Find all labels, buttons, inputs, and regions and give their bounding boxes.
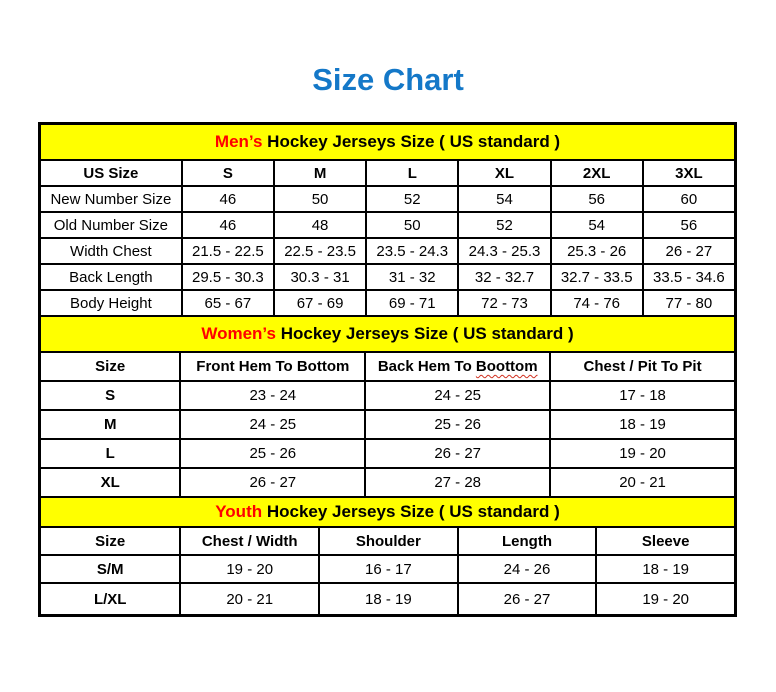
size-value-cell: 25 - 26: [365, 410, 550, 439]
size-value-cell: 25 - 26: [180, 439, 365, 468]
size-value-cell: 24 - 26: [458, 555, 597, 583]
table-row: [40, 439, 735, 468]
size-value-cell: 54: [551, 212, 643, 238]
size-value-cell: 20 - 21: [180, 583, 319, 615]
size-value-cell: 50: [366, 212, 458, 238]
table-row: [40, 212, 735, 238]
row-label: Width Chest: [40, 238, 182, 264]
size-value-cell: 21.5 - 22.5: [182, 238, 274, 264]
size-value-cell: 74 - 76: [551, 290, 643, 316]
section-title-rest: Hockey Jerseys Size ( US standard ): [262, 502, 560, 521]
table-row: [40, 381, 735, 410]
column-header: L: [366, 160, 458, 186]
size-value-cell: 60: [643, 186, 735, 212]
size-value-cell: 24.3 - 25.3: [458, 238, 550, 264]
column-header: US Size: [40, 160, 182, 186]
row-label: Old Number Size: [40, 212, 182, 238]
size-value-cell: 17 - 18: [550, 381, 735, 410]
section-title-highlight: Women’s: [201, 324, 276, 343]
row-label: S/M: [40, 555, 180, 583]
size-value-cell: 50: [274, 186, 366, 212]
size-value-cell: 18 - 19: [596, 555, 735, 583]
section-title: [40, 124, 735, 160]
size-value-cell: 26 - 27: [180, 468, 365, 497]
section-title-rest: Hockey Jerseys Size ( US standard ): [275, 324, 574, 343]
size-value-cell: 24 - 25: [365, 381, 550, 410]
column-header: M: [274, 160, 366, 186]
size-value-cell: 72 - 73: [458, 290, 550, 316]
size-value-cell: 33.5 - 34.6: [643, 264, 735, 290]
size-value-cell: 77 - 80: [643, 290, 735, 316]
row-label: Body Height: [40, 290, 182, 316]
mens-size-table: [39, 123, 736, 317]
size-value-cell: 32.7 - 33.5: [551, 264, 643, 290]
size-value-cell: 67 - 69: [274, 290, 366, 316]
table-row: [40, 290, 735, 316]
size-value-cell: 19 - 20: [180, 555, 319, 583]
column-header: Length: [458, 527, 597, 555]
size-value-cell: 65 - 67: [182, 290, 274, 316]
column-header: 2XL: [551, 160, 643, 186]
column-header: Back Hem To Boottom: [365, 352, 550, 381]
size-value-cell: 52: [458, 212, 550, 238]
row-label: L: [40, 439, 180, 468]
size-value-cell: 18 - 19: [550, 410, 735, 439]
table-row: [40, 186, 735, 212]
size-value-cell: 23 - 24: [180, 381, 365, 410]
size-value-cell: 48: [274, 212, 366, 238]
table-row: [40, 583, 735, 615]
youth-size-table: [39, 496, 736, 616]
womens-size-table: [39, 315, 736, 498]
row-label: Back Length: [40, 264, 182, 290]
table-row: [40, 410, 735, 439]
size-value-cell: 19 - 20: [550, 439, 735, 468]
page-title: Size Chart: [312, 62, 464, 97]
column-header: Size: [40, 527, 180, 555]
column-header: Chest / Pit To Pit: [550, 352, 735, 381]
size-value-cell: 56: [643, 212, 735, 238]
table-row: [40, 264, 735, 290]
section-title-highlight: Men’s: [214, 132, 263, 151]
column-header: Shoulder: [319, 527, 458, 555]
section-title-highlight: Youth: [215, 502, 263, 521]
size-value-cell: 25.3 - 26: [551, 238, 643, 264]
size-value-cell: 18 - 19: [319, 583, 458, 615]
size-value-cell: 20 - 21: [550, 468, 735, 497]
column-header: Front Hem To Bottom: [180, 352, 365, 381]
row-label: L/XL: [40, 583, 180, 615]
size-value-cell: 16 - 17: [319, 555, 458, 583]
misspelled-word: Boottom: [475, 358, 538, 375]
size-value-cell: 22.5 - 23.5: [274, 238, 366, 264]
size-value-cell: 32 - 32.7: [458, 264, 550, 290]
size-value-cell: 52: [366, 186, 458, 212]
size-value-cell: 26 - 27: [458, 583, 597, 615]
size-value-cell: 69 - 71: [366, 290, 458, 316]
table-row: [40, 238, 735, 264]
size-value-cell: 56: [551, 186, 643, 212]
table-row: [40, 468, 735, 497]
size-value-cell: 31 - 32: [366, 264, 458, 290]
size-value-cell: 46: [182, 212, 274, 238]
row-label: S: [40, 381, 180, 410]
column-header: Chest / Width: [180, 527, 319, 555]
row-label: XL: [40, 468, 180, 497]
column-header: Size: [40, 352, 180, 381]
row-label: New Number Size: [40, 186, 182, 212]
column-header: XL: [458, 160, 550, 186]
table-row: [40, 555, 735, 583]
row-label: M: [40, 410, 180, 439]
section-title-rest: Hockey Jerseys Size ( US standard ): [262, 132, 561, 151]
size-value-cell: 19 - 20: [596, 583, 735, 615]
size-value-cell: 23.5 - 24.3: [366, 238, 458, 264]
section-title: [40, 316, 735, 352]
size-value-cell: 54: [458, 186, 550, 212]
size-value-cell: 24 - 25: [180, 410, 365, 439]
column-header: Sleeve: [596, 527, 735, 555]
column-header: S: [182, 160, 274, 186]
size-value-cell: 29.5 - 30.3: [182, 264, 274, 290]
size-value-cell: 27 - 28: [365, 468, 550, 497]
size-chart: [38, 122, 737, 617]
size-value-cell: 26 - 27: [643, 238, 735, 264]
section-title: [40, 497, 735, 527]
size-value-cell: 26 - 27: [365, 439, 550, 468]
size-value-cell: 46: [182, 186, 274, 212]
column-header: 3XL: [643, 160, 735, 186]
size-value-cell: 30.3 - 31: [274, 264, 366, 290]
